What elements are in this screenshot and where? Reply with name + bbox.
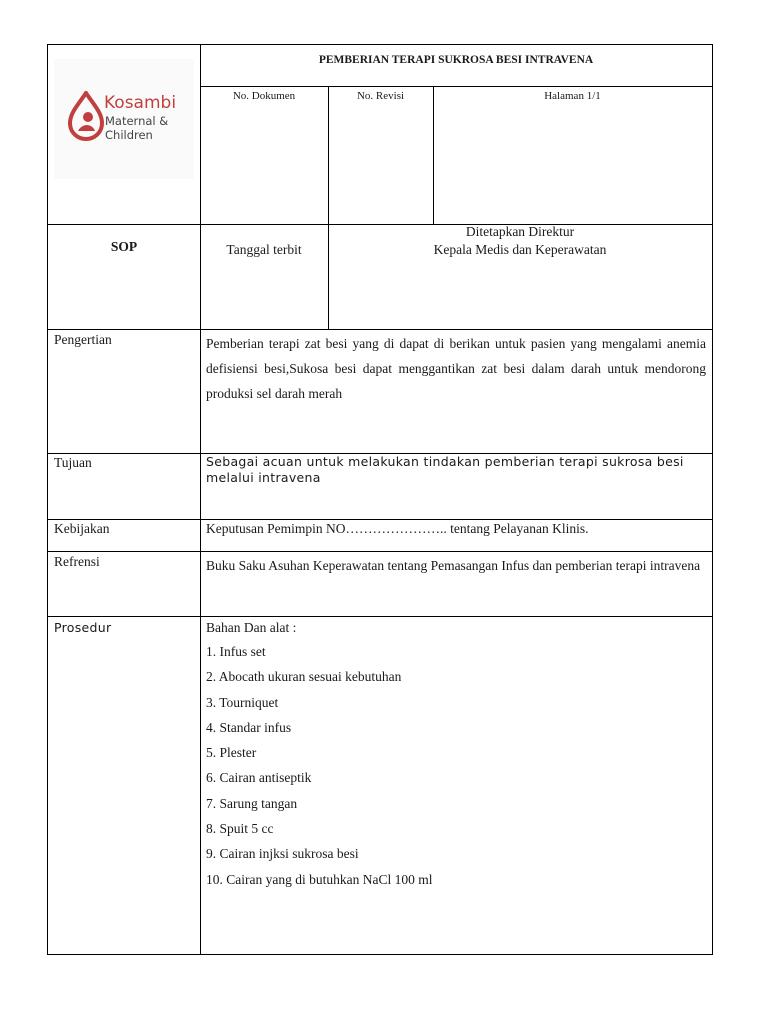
- list-item: 6. Cairan antiseptik: [206, 770, 312, 786]
- header-col-divider-2: [433, 86, 434, 224]
- list-item: 1. Infus set: [206, 644, 266, 659]
- doc-number-label: No. Dokumen: [232, 90, 296, 102]
- sop-label: SOP: [110, 239, 138, 254]
- list-item: 5. Plester: [206, 745, 257, 761]
- list-item: 8. Spuit 5 cc: [206, 821, 274, 837]
- prosedur-label: Prosedur: [54, 620, 112, 635]
- refrensi-label: Refrensi: [54, 554, 100, 569]
- pengertian-text: Pemberian terapi zat besi yang di dapat di berikan untuk pasien yang mengalami anemia defisiensi besi,Sukosa besi dapat menggantikan zat besi dalam darah untuk mendorong produksi sel darah merah: [206, 336, 706, 401]
- list-item: 9. Cairan injksi sukrosa besi: [206, 846, 359, 862]
- prosedur-list: [206, 643, 706, 896]
- logo-subtitle-1: Maternal &: [105, 114, 169, 128]
- header-col-divider-1: [328, 86, 329, 224]
- document-title: PEMBERIAN TERAPI SUKROSA BESI INTRAVENA: [318, 54, 594, 66]
- row-divider-5: [48, 551, 712, 552]
- tujuan-label: Tujuan: [54, 455, 92, 470]
- logo-subtitle-2: Children: [105, 128, 153, 142]
- row-divider-2: [48, 329, 712, 330]
- list-item: 2. Abocath ukuran sesuai kebutuhan: [206, 669, 402, 685]
- list-item: 4. Standar infus: [206, 719, 292, 735]
- approval-line-1: Ditetapkan Direktur: [465, 224, 575, 239]
- kebijakan-text: Keputusan Pemimpin NO………………….. tentang Pelayanan Klinis.: [206, 521, 589, 536]
- refrensi-text: Buku Saku Asuhan Keperawatan tentang Pemasangan Infus dan pemberian terapi intravena: [206, 558, 701, 573]
- sop-document: [47, 44, 713, 955]
- pengertian-label: Pengertian: [54, 332, 112, 347]
- hospital-logo: [54, 59, 194, 179]
- prosedur-intro: Bahan Dan alat :: [206, 620, 297, 635]
- kebijakan-label: Kebijakan: [54, 521, 110, 536]
- approval-line-2: Kepala Medis dan Keperawatan: [433, 242, 607, 257]
- logo-name: Kosambi: [104, 93, 177, 113]
- mother-child-icon: [68, 91, 104, 141]
- list-item: 7. Sarung tangan: [206, 795, 298, 811]
- issued-date-label: Tanggal terbit: [226, 242, 302, 257]
- row-divider-6: [48, 616, 712, 617]
- revision-label: No. Revisi: [356, 90, 405, 102]
- tujuan-text: Sebagai acuan untuk melakukan tindakan pemberian terapi sukrosa besi melalui intravena: [206, 454, 684, 485]
- list-item: 3. Tourniquet: [206, 694, 279, 710]
- column-divider: [200, 45, 201, 954]
- list-item: 10. Cairan yang di butuhkan NaCl 100 ml: [206, 871, 433, 887]
- page-label: Halaman 1/1: [544, 90, 601, 102]
